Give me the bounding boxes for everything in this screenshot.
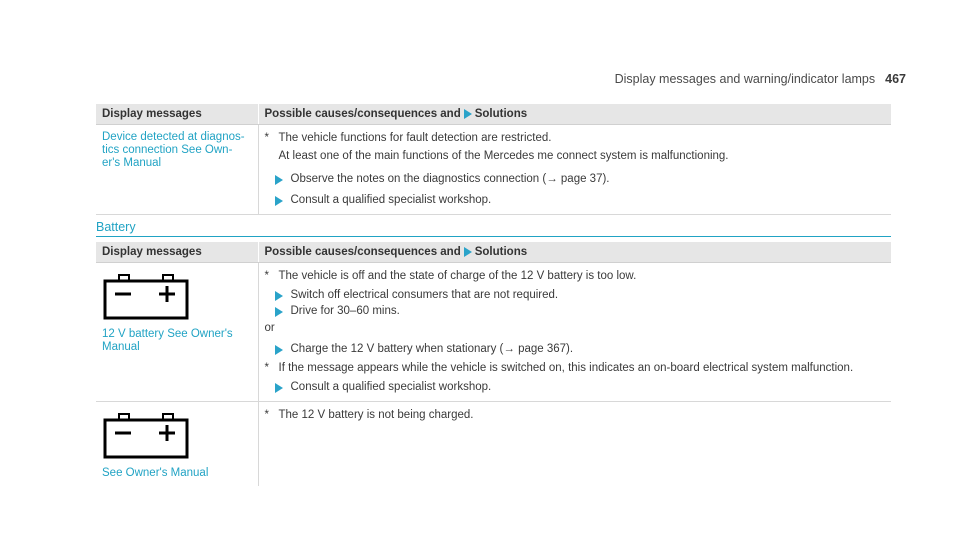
cause-text: The vehicle is off and the state of charge of the 12 V battery is too low. bbox=[278, 270, 637, 282]
page-header bbox=[615, 72, 906, 86]
step-arrow-icon bbox=[275, 383, 283, 393]
message-cell bbox=[96, 125, 258, 215]
or-text: or bbox=[264, 322, 275, 334]
header-title: Display messages and warning/indicator lamps bbox=[614, 72, 876, 86]
header-causes: Possible causes/consequences and bbox=[264, 246, 461, 258]
cause-cell bbox=[258, 402, 891, 487]
step-text: Consult a qualified specialist workshop. bbox=[290, 381, 492, 393]
table-row bbox=[96, 263, 891, 402]
step-text: Drive for 30–60 mins. bbox=[290, 305, 400, 317]
table-header-row bbox=[96, 242, 891, 263]
cause-detail: At least one of the main functions of the Mercedes me connect system is malfunctioning. bbox=[278, 150, 729, 162]
step-arrow-icon bbox=[275, 196, 283, 206]
battery-table bbox=[96, 242, 891, 486]
star-marker: * bbox=[264, 409, 269, 421]
page-number: 467 bbox=[885, 72, 906, 86]
message-cell bbox=[96, 402, 258, 487]
header-solutions: Solutions bbox=[474, 108, 528, 120]
star-marker: * bbox=[264, 132, 269, 144]
solution-step bbox=[265, 172, 886, 187]
solution-step bbox=[265, 193, 886, 208]
step-text: Switch off electrical consumers that are not required. bbox=[290, 289, 559, 301]
cause-cell bbox=[258, 125, 891, 215]
message-cell bbox=[96, 263, 258, 402]
battery-icon bbox=[102, 274, 190, 320]
table-header-row bbox=[96, 104, 891, 125]
cause-item bbox=[265, 408, 886, 423]
solution-step bbox=[265, 288, 886, 303]
step-arrow-icon bbox=[275, 175, 283, 185]
battery-icon bbox=[102, 413, 190, 459]
step-text: Charge the 12 V battery when stationary (→ page 367). bbox=[290, 343, 574, 355]
solution-step bbox=[265, 304, 886, 319]
header-display-messages: Display messages bbox=[96, 242, 258, 263]
cause-item bbox=[265, 361, 886, 376]
display-message-text: See Owner's Manual bbox=[102, 467, 209, 479]
cause-cell bbox=[258, 263, 891, 402]
solution-arrow-icon bbox=[464, 109, 472, 119]
table-row bbox=[96, 402, 891, 487]
step-arrow-icon bbox=[275, 345, 283, 355]
step-arrow-icon bbox=[275, 307, 283, 317]
cause-text: If the message appears while the vehicle is switched on, this indicates an on-board electrical system malfunction. bbox=[278, 362, 854, 374]
header-solutions: Solutions bbox=[474, 246, 528, 258]
diagnostics-table bbox=[96, 104, 891, 215]
step-text: Consult a qualified specialist workshop. bbox=[290, 194, 492, 206]
header-causes: Possible causes/consequences and bbox=[264, 108, 461, 120]
display-message-text: 12 V battery See Owner's Manual bbox=[102, 328, 233, 353]
cause-text: The vehicle functions for fault detection are restricted. bbox=[278, 132, 552, 144]
step-text: Observe the notes on the diagnostics connection (→ page 37). bbox=[290, 173, 610, 185]
solution-step bbox=[265, 342, 886, 357]
section-title-battery: Battery bbox=[96, 220, 891, 237]
header-causes-solutions bbox=[258, 104, 891, 125]
cause-item bbox=[265, 269, 886, 284]
solution-step bbox=[265, 380, 886, 395]
header-display-messages: Display messages bbox=[96, 104, 258, 125]
header-causes-solutions bbox=[258, 242, 891, 263]
step-arrow-icon bbox=[275, 291, 283, 301]
cause-text: The 12 V battery is not being charged. bbox=[278, 409, 474, 421]
cause-item bbox=[265, 131, 886, 146]
solution-arrow-icon bbox=[464, 247, 472, 257]
table-row bbox=[96, 125, 891, 215]
display-message-text: Device detected at diagnos-tics connection See Own-er's Manual bbox=[102, 131, 245, 169]
star-marker: * bbox=[264, 270, 269, 282]
star-marker: * bbox=[264, 362, 269, 374]
